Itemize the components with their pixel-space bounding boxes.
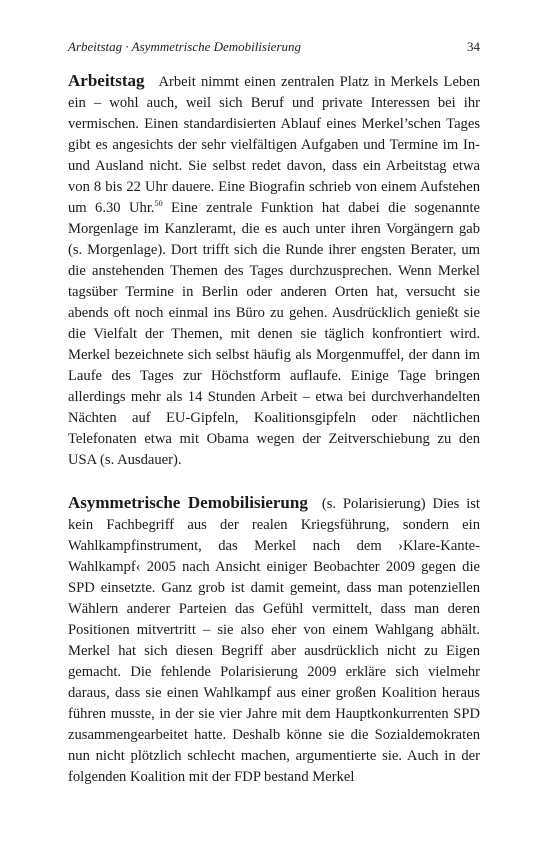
entry-text-continued: Eine zentrale Funktion hat dabei die sogenannte Morgenlage im Kanzleramt, die es auch unter ihren Vorgängern gab (s. Morgenlage). Dort trifft sich die Runde ihrer engsten Berater, um die anstehenden Themen des Tages durchzusprechen. Wenn Merkel tagsüber Termine in Berlin oder anderen Orten hat, versucht sie abends oft noch einmal ins Büro zu gehen. Ausdrücklich genießt sie die Vielfalt der Themen, mit denen sie täglich konfrontiert wird. Merkel bezeichnete sich selbst häufig als Morgenmuffel, der dann im Laufe des Tages zur Höchstform auflaufe. Einige Tage bringen allerdings mehr als 14 Stunden Arbeit – etwa bei durchverhandelten Nächten auf EU-Gipfeln, Koalitionsgipfeln oder nächtlichen Telefonaten etwa mit Obama wegen der Zeitverschiebung zu den USA (s. Ausdauer). xyxy=(68,200,480,468)
book-page xyxy=(68,38,480,788)
entry-text: Arbeit nimmt einen zentralen Platz in Merkels Leben ein – wohl auch, weil sich Beruf und private Interessen bei ihr vermischen. Einen standardisierten Ablauf eines Merkel’schen Tages gibt es angesichts der sehr vielfältigen Aufgaben und Termine im In- und Ausland nicht. Sie selbst redet davon, dass ein Arbeitstag etwa von 8 bis 22 Uhr dauere. Eine Biografin schrieb von einem Aufstehen um 6.30 Uhr. xyxy=(68,74,480,216)
page-number: 34 xyxy=(467,39,480,54)
entry-asymmetrische-demobilisierung xyxy=(68,492,480,788)
entry-term: Asymmetrische Demobilisierung xyxy=(68,493,308,512)
entry-term: Arbeitstag xyxy=(68,71,145,90)
entry-text: (s. Polarisierung) Dies ist kein Fachbegriff aus der realen Kriegsführung, sondern ein Wahlkampfinstrument, das Merkel nach dem ›Klare-Kante-Wahlkampf‹ 2005 nach Ansicht einiger Beobachter 2009 gegen die SPD einsetzte. Ganz grob ist damit gemeint, dass man potenziellen Wählern anderer Parteien das Gefühl vermittelt, dass man deren Positionen mitvertritt – sie also eher von einem Wahlgang abhält. Merkel hat sich diesen Begriff aber ausdrücklich nicht zu Eigen gemacht. Die fehlende Polarisierung 2009 erkläre sich vielmehr daraus, dass sie einen Wahlkampf aus einer großen Koalition heraus führen musste, in der sie vier Jahre mit dem Hauptkonkurrenten SPD zusammengearbeitet hatte. Deshalb könne sie die Sozialdemokraten nun nicht plötzlich schlecht machen, argumentierte sie. Auch in der folgenden Koalition mit der FDP bestand Merkel xyxy=(68,496,480,785)
entry-arbeitstag xyxy=(68,70,480,471)
running-head-title: Arbeitstag · Asymmetrische Demobilisierung xyxy=(68,39,302,54)
footnote-reference: 50 xyxy=(154,199,163,209)
running-head xyxy=(68,38,480,56)
